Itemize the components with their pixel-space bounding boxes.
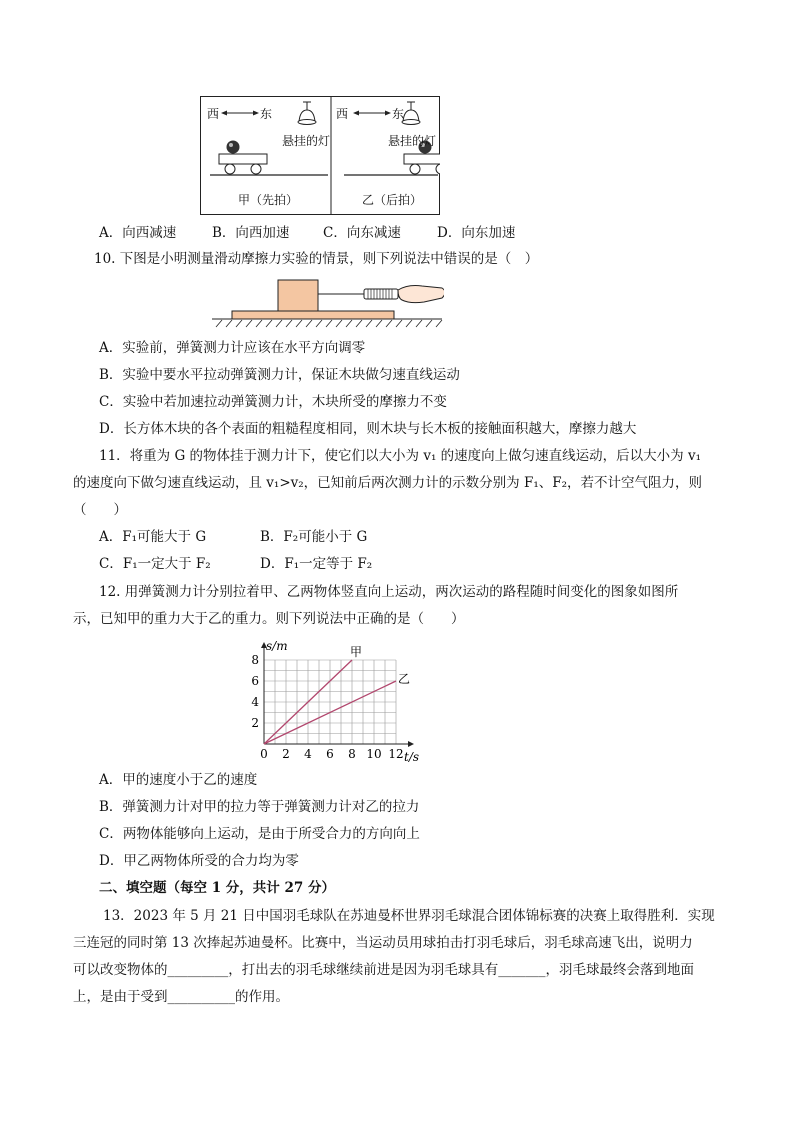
q12-option-a: A．甲的速度小于乙的速度 xyxy=(99,772,258,788)
x-axis-arrow-icon xyxy=(408,741,414,747)
q11-line-2: 的速度向下做匀速直线运动，且 v₁>v₂，已知前后两次测力计的示数分别为 F₁、F₂，若不计空气阻力，则 xyxy=(73,475,703,491)
q13-line-4: 上，是由于受到__________的作用。 xyxy=(73,989,289,1005)
q11-line-1: 11．将重为 G 的物体挂于测力计下，使它们以大小为 v₁ 的速度向上做匀速直线运动，后以大小为 v₁ xyxy=(99,448,701,464)
friction-experiment-figure xyxy=(212,278,444,328)
q12-line-1: 12. 用弹簧测力计分别拉着甲、乙两物体竖直向上运动，两次运动的路程随时间变化的图象如图所 xyxy=(99,584,679,600)
series-label: 乙 xyxy=(398,672,411,686)
y-axis-label: s/m xyxy=(266,639,288,653)
q11-option-d: D．F₁一定等于 F₂ xyxy=(260,556,373,572)
west-label: 西 xyxy=(336,107,349,121)
q10-option-c: C．实验中若加速拉动弹簧测力计，木块所受的摩擦力不变 xyxy=(99,394,447,410)
spring-scale-icon xyxy=(362,289,398,299)
q9-option-d: D．向东加速 xyxy=(437,225,516,241)
q12-option-d: D．甲乙两物体所受的合力均为零 xyxy=(99,853,299,869)
section-heading: 二、填空题（每空 1 分，共计 27 分） xyxy=(99,880,335,896)
y-tick-label: 2 xyxy=(251,716,259,730)
q9-option-c: C．向东减速 xyxy=(323,225,401,241)
q9-option-a: A．向西减速 xyxy=(99,225,177,241)
q10-stem: 10. 下图是小明测量滑动摩擦力实验的情景，则下列说法中错误的是（ ） xyxy=(94,251,539,267)
q10-option-b: B．实验中要水平拉动弹簧测力计，保证木块做匀速直线运动 xyxy=(99,367,460,383)
x-tick-label: 6 xyxy=(326,747,334,761)
caption: 甲（先拍） xyxy=(238,193,299,207)
x-tick-label: 8 xyxy=(348,747,356,761)
s-t-chart xyxy=(244,636,424,766)
q13-line-3: 可以改变物体的_________，打出去的羽毛球继续前进是因为羽毛球具有_______，羽毛球最终会落到地面 xyxy=(73,962,694,978)
series-label: 甲 xyxy=(350,645,363,659)
east-label: 东 xyxy=(260,107,273,121)
q9-figure xyxy=(200,96,440,215)
wood-block-icon xyxy=(278,280,318,311)
hand-icon xyxy=(398,286,444,303)
chart-ticks xyxy=(251,653,403,761)
lamp-label: 悬挂的灯 xyxy=(282,134,331,148)
q9-option-b: B．向西加速 xyxy=(212,225,290,241)
x-tick-label: 10 xyxy=(366,747,382,761)
q13-line-1: 13．2023 年 5 月 21 日中国羽毛球队在苏迪曼杯世界羽毛球混合团体锦标赛的决赛上取得胜利．实现 xyxy=(103,908,715,924)
x-axis-label: t/s xyxy=(404,750,420,764)
y-tick-label: 8 xyxy=(251,653,259,667)
q12-option-c: C．两物体能够向上运动，是由于所受合力的方向向上 xyxy=(99,826,420,842)
x-tick-label: 0 xyxy=(260,747,268,761)
q13-line-2: 三连冠的同时第 13 次捧起苏迪曼杯。比赛中，当运动员用球拍击打羽毛球后，羽毛球高速飞出，说明力 xyxy=(73,935,693,951)
q10-option-a: A．实验前，弹簧测力计应该在水平方向调零 xyxy=(99,340,366,356)
y-tick-label: 6 xyxy=(251,674,259,688)
west-label: 西 xyxy=(207,107,220,121)
y-tick-label: 4 xyxy=(251,695,259,709)
q11-line-3: （ ） xyxy=(73,502,127,518)
board-icon xyxy=(232,311,394,319)
lamp-label: 悬挂的灯 xyxy=(388,134,437,148)
q11-option-c: C．F₁一定大于 F₂ xyxy=(99,556,211,572)
x-tick-label: 4 xyxy=(304,747,312,761)
chart-axes xyxy=(261,642,414,747)
x-tick-label: 2 xyxy=(282,747,290,761)
q12-option-b: B．弹簧测力计对甲的拉力等于弹簧测力计对乙的拉力 xyxy=(99,799,420,815)
x-tick-label: 12 xyxy=(388,747,404,761)
chart-grid xyxy=(264,660,396,744)
q11-option-b: B．F₂可能小于 G xyxy=(260,529,368,545)
q11-option-a: A．F₁可能大于 G xyxy=(99,529,207,545)
q10-option-d: D．长方体木块的各个表面的粗糙程度相同，则木块与长木板的接触面积越大，摩擦力越大 xyxy=(99,421,637,437)
east-label: 东 xyxy=(392,107,405,121)
q12-line-2: 示，已知甲的重力大于乙的重力。则下列说法中正确的是（ ） xyxy=(73,611,465,627)
caption: 乙（后拍） xyxy=(362,193,423,207)
